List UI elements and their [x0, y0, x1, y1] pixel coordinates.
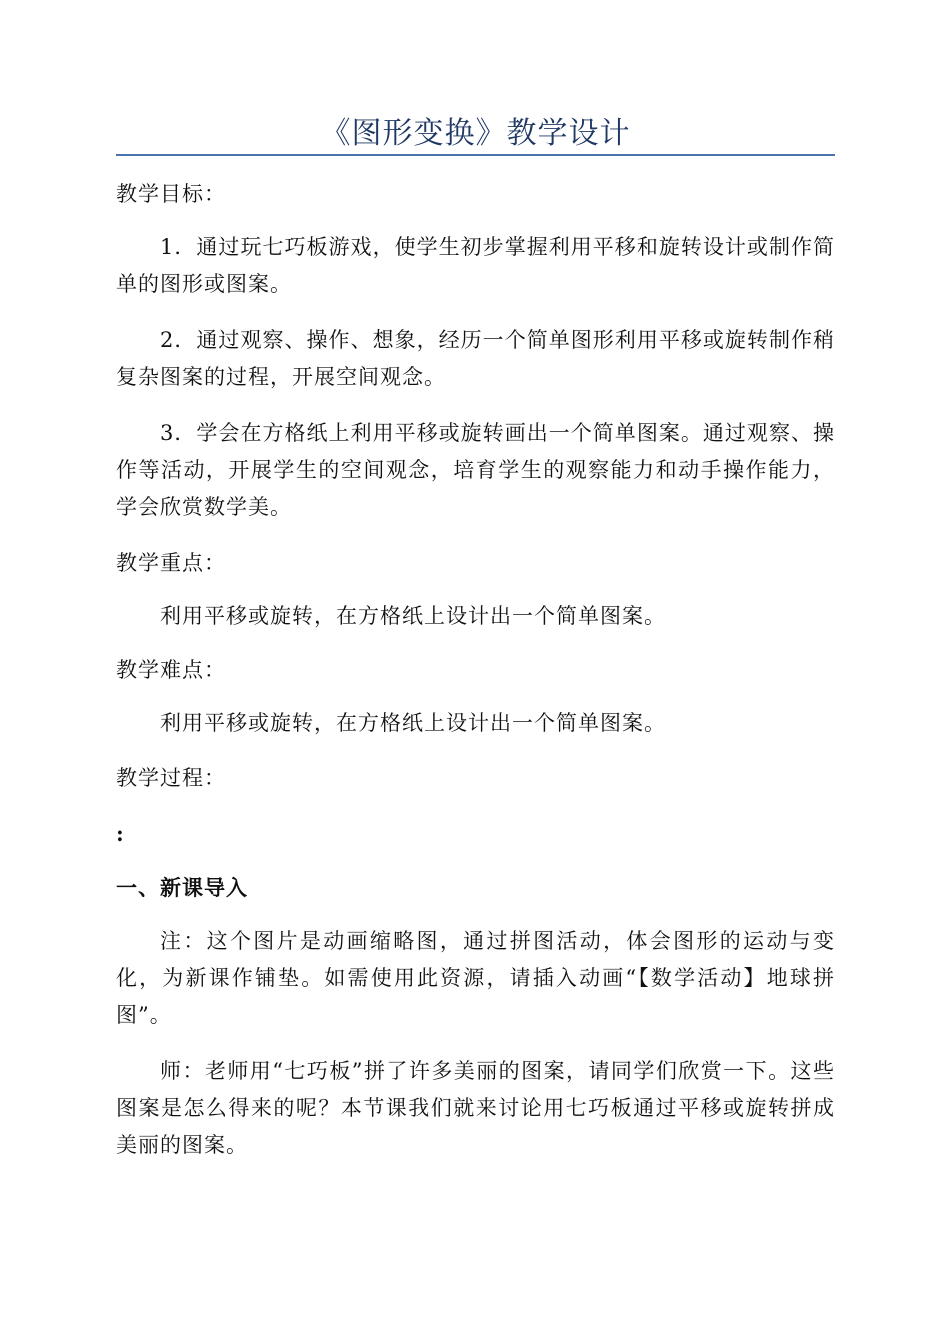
process-heading: 教学过程：: [116, 766, 226, 790]
key-points-text: 利用平移或旋转，在方格纸上设计出一个简单图案。: [160, 604, 666, 628]
key-points-heading: 教学重点：: [116, 551, 226, 575]
objectives-heading: 教学目标：: [116, 182, 226, 206]
part1-heading: 一、新课导入: [116, 875, 248, 900]
teacher-paragraph: 师：老师用“七巧板”拼了许多美丽的图案，请同学们欣赏一下。这些图案是怎么得来的呢？本节课我们就来讨论用七巧板通过平移或旋转拼成美丽的图案。: [116, 1059, 835, 1157]
document-title: 《图形变换》教学设计: [320, 116, 631, 151]
title-underline: [116, 154, 835, 156]
difficulty-heading: 教学难点：: [116, 658, 226, 682]
objective-1: 1．通过玩七巧板游戏，使学生初步掌握利用平移和旋转设计或制作简单的图形或图案。: [116, 235, 835, 296]
objective-3: 3．学会在方格纸上利用平移或旋转画出一个简单图案。通过观察、操作等活动，开展学生的空间观念，培育学生的观察能力和动手操作能力，学会欣赏数学美。: [116, 421, 835, 519]
colon-line: :: [116, 821, 125, 846]
note-paragraph: 注：这个图片是动画缩略图，通过拼图活动，体会图形的运动与变化，为新课作铺垫。如需使用此资源，请插入动画“【数学活动】地球拼图”。: [116, 929, 835, 1027]
objective-2: 2．通过观察、操作、想象，经历一个简单图形利用平移或旋转制作稍复杂图案的过程，开展空间观念。: [116, 328, 835, 389]
difficulty-text: 利用平移或旋转，在方格纸上设计出一个简单图案。: [160, 711, 666, 735]
